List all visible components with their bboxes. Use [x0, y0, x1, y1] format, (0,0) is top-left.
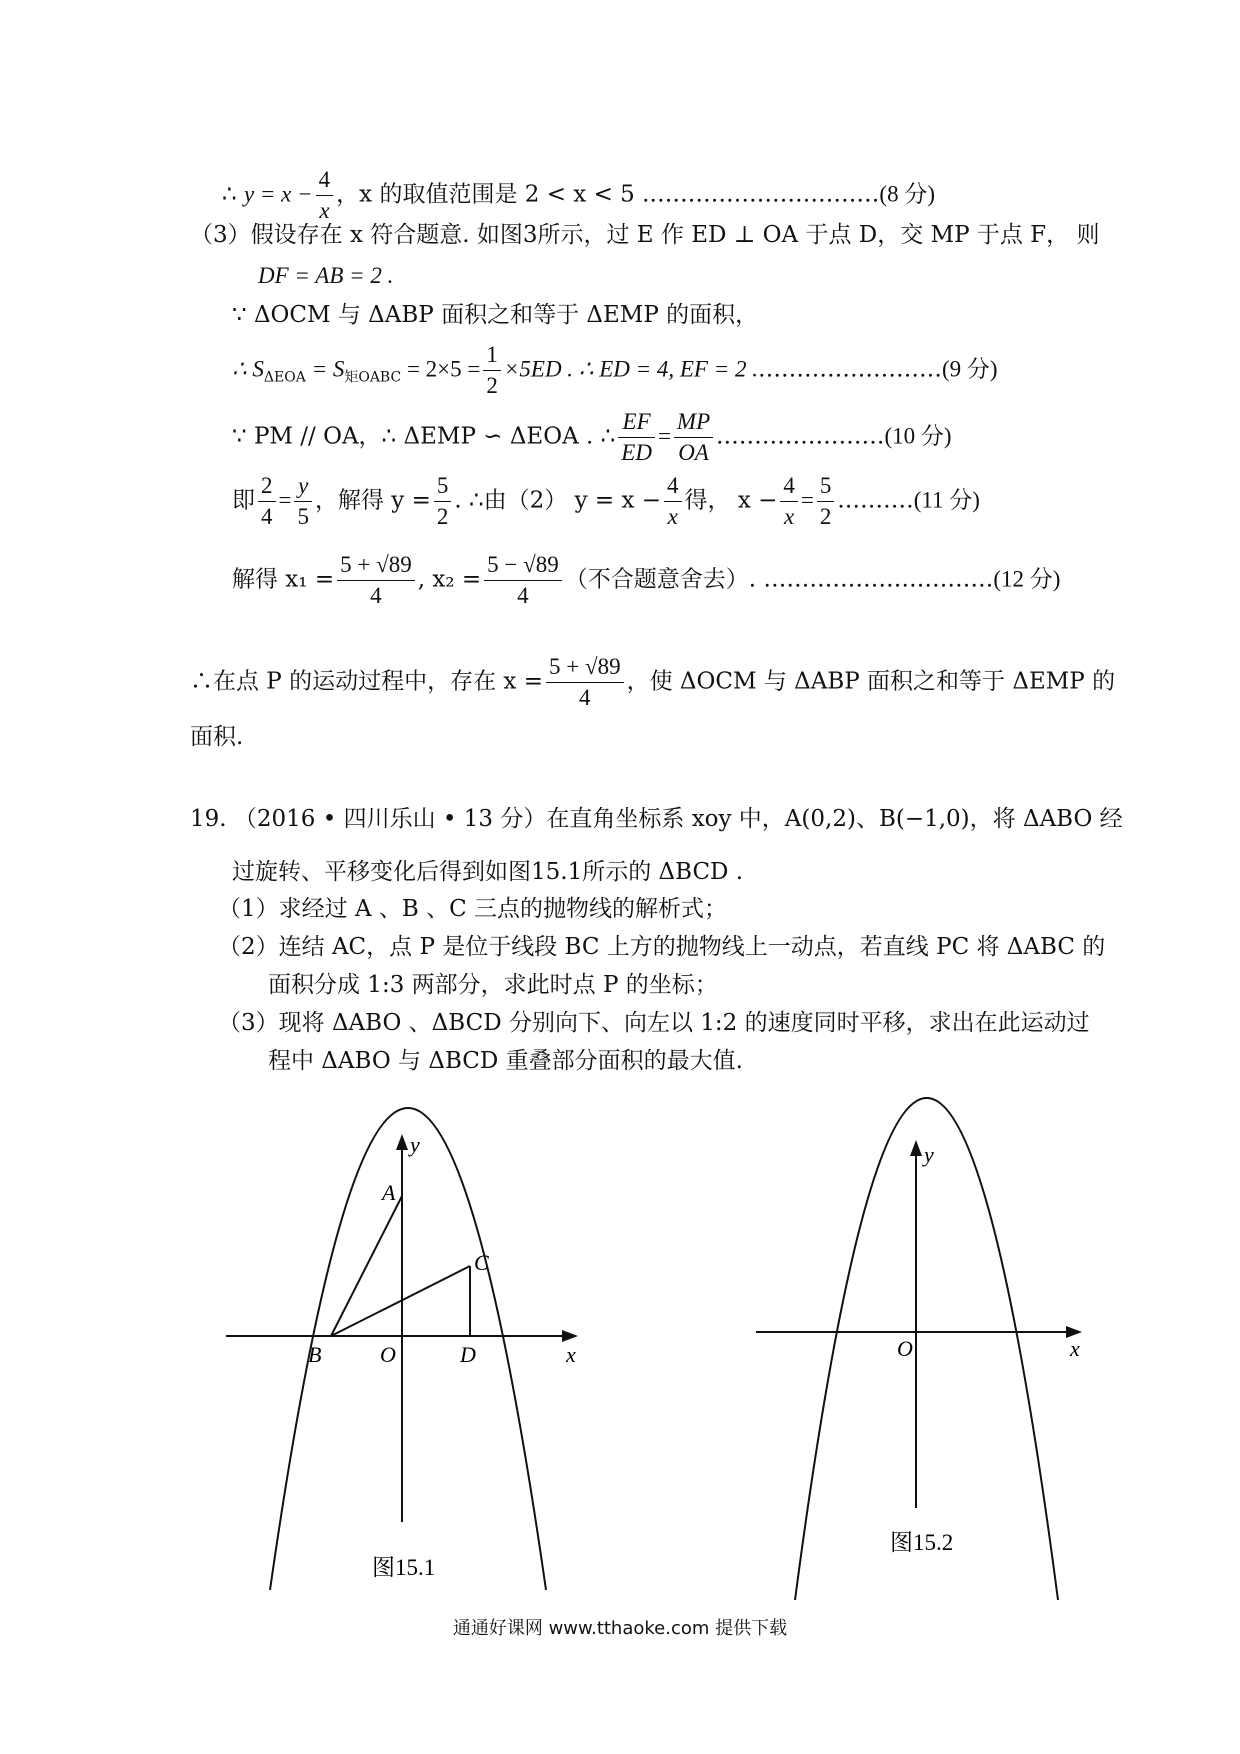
figure-caption: 图15.1	[372, 1555, 436, 1580]
score-label: (10 分)	[884, 423, 952, 449]
label-o: O	[897, 1336, 913, 1361]
problem-question-3: （3）现将 ΔABO 、ΔBCD 分别向下、向左以 1:2 的速度同时平移，求出在此运动过	[218, 1010, 1090, 1036]
fraction-denominator: x	[319, 198, 330, 223]
subscript: 矩OABC	[344, 369, 402, 386]
period: .	[716, 423, 724, 450]
equation-text: = 2×5 =	[401, 356, 481, 382]
fraction-numerator: 4	[780, 471, 798, 502]
solution-line-2: （3）假设存在 x 符合题意. 如图3所示，过 E 作 ED ⊥ OA 于点 D，交 MP 于点 F， 则	[190, 222, 1100, 248]
label-o: O	[380, 1342, 396, 1367]
fraction-numerator: 5 + √89	[546, 652, 624, 683]
solution-line-4: ∵ ΔOCM 与 ΔABP 面积之和等于 ΔEMP 的面积，	[232, 302, 759, 328]
footer-credit: 通通好课网 www.tthaoke.com 提供下载	[452, 1618, 788, 1639]
fraction-denominator: 5	[297, 504, 309, 529]
parabola	[795, 1098, 1058, 1600]
problem-statement-line-2: 过旋转、平移变化后得到如图15.1所示的 ΔBCD .	[232, 859, 744, 885]
score-label: (11 分)	[913, 487, 980, 513]
fraction-numerator: EF	[618, 407, 655, 438]
range-text: ，x 的取值范围是 2 < x < 5 .	[336, 181, 650, 208]
fraction-denominator: 2	[436, 504, 449, 529]
fraction-denominator: 4	[517, 583, 529, 608]
leader-dots: …………………	[723, 423, 885, 450]
solution-line-3: DF = AB = 2 .	[258, 263, 394, 288]
figure-caption: 图15.2	[890, 1530, 954, 1555]
equation-text: ×5ED . ∴ ED = 4, EF = 2 .	[503, 356, 758, 382]
fraction-denominator: 4	[261, 504, 273, 529]
equation-text: , x₂ =	[417, 566, 482, 593]
score-label: (9 分)	[942, 356, 998, 382]
problem-question-1: （1）求经过 A 、B 、C 三点的抛物线的解析式；	[218, 896, 727, 922]
leader-dots: …………………………	[649, 181, 880, 208]
rejection-note: （不合题意舍去）.	[564, 566, 757, 593]
equation-text: y = x −	[243, 181, 313, 207]
label-x: x	[1070, 1336, 1080, 1361]
fraction-numerator: 4	[316, 165, 334, 196]
score-label: (8 分)	[879, 181, 935, 207]
fraction-denominator: x	[667, 504, 678, 529]
fraction-numerator: 1	[483, 340, 501, 371]
label-c: C	[474, 1250, 489, 1275]
label-y: y	[924, 1142, 934, 1167]
conclusion-text: ，使 ΔOCM 与 ΔABP 面积之和等于 ΔEMP 的	[626, 668, 1116, 695]
leader-dots: ………	[844, 487, 914, 514]
fraction-denominator: x	[784, 504, 795, 529]
label-b: B	[308, 1342, 322, 1367]
fraction-denominator: OA	[678, 440, 709, 465]
leader-dots: ……………………	[758, 356, 942, 383]
label-a: A	[382, 1180, 396, 1205]
solution-line-10: 面积.	[190, 724, 244, 750]
label-x: x	[566, 1342, 576, 1367]
fraction-numerator: 5 − √89	[484, 550, 562, 581]
fraction-numerator: MP	[674, 407, 713, 438]
label-d: D	[460, 1342, 476, 1367]
equation-text: 解得 x₁ =	[232, 566, 335, 593]
equation-text: = S	[305, 356, 345, 382]
score-label: (12 分)	[993, 566, 1061, 592]
fraction-denominator: ED	[621, 440, 652, 465]
equation-text: 得， x −	[684, 487, 778, 514]
fraction-denominator: 4	[579, 685, 591, 710]
fraction-numerator: 4	[664, 471, 682, 502]
equals-sign: =	[800, 487, 814, 513]
fraction-denominator: 2	[486, 373, 498, 398]
problem-question-2-cont: 面积分成 1:3 两部分，求此时点 P 的坐标；	[268, 972, 718, 998]
equation-text: ，解得 y =	[314, 487, 431, 514]
fraction-numerator: 5	[817, 471, 835, 502]
equals-sign: =	[657, 423, 671, 449]
fraction-numerator: 2	[258, 471, 276, 502]
fraction-numerator: y	[294, 471, 312, 502]
conclusion-text: ∴在点 P 的运动过程中，存在 x =	[190, 668, 543, 695]
equation-text: 即	[232, 487, 255, 514]
fraction-denominator: 4	[370, 583, 382, 608]
problem-question-2: （2）连结 AC，点 P 是位于线段 BC 上方的抛物线上一动点，若直线 PC 将 ΔABC 的	[218, 934, 1106, 960]
problem-statement-line-1: 19. （2016 • 四川乐山 • 13 分）在直角坐标系 xoy 中，A(0,2)、B(−1,0)，将 ΔABO 经	[190, 806, 1123, 832]
label-y: y	[410, 1132, 420, 1157]
problem-question-3-cont: 程中 ΔABO 与 ΔBCD 重叠部分面积的最大值.	[268, 1048, 743, 1074]
equation-text: ∵ PM // OA，∴ ΔEMP ∽ ΔEOA . ∴	[232, 423, 616, 450]
therefore-symbol: ∴	[222, 181, 244, 208]
equation-text: . ∴由（2） y = x −	[454, 487, 662, 514]
fraction-denominator: 2	[819, 504, 832, 529]
equals-sign: =	[278, 487, 292, 513]
subscript: ΔEOA	[263, 369, 306, 386]
y-axis-arrow-icon	[910, 1140, 922, 1156]
fraction-numerator: 5 + √89	[337, 550, 415, 581]
period: .	[837, 487, 845, 514]
leader-dots: …………………………	[763, 566, 994, 593]
fraction-numerator: 5	[434, 471, 452, 502]
area-symbol: ∴ S	[232, 356, 264, 382]
